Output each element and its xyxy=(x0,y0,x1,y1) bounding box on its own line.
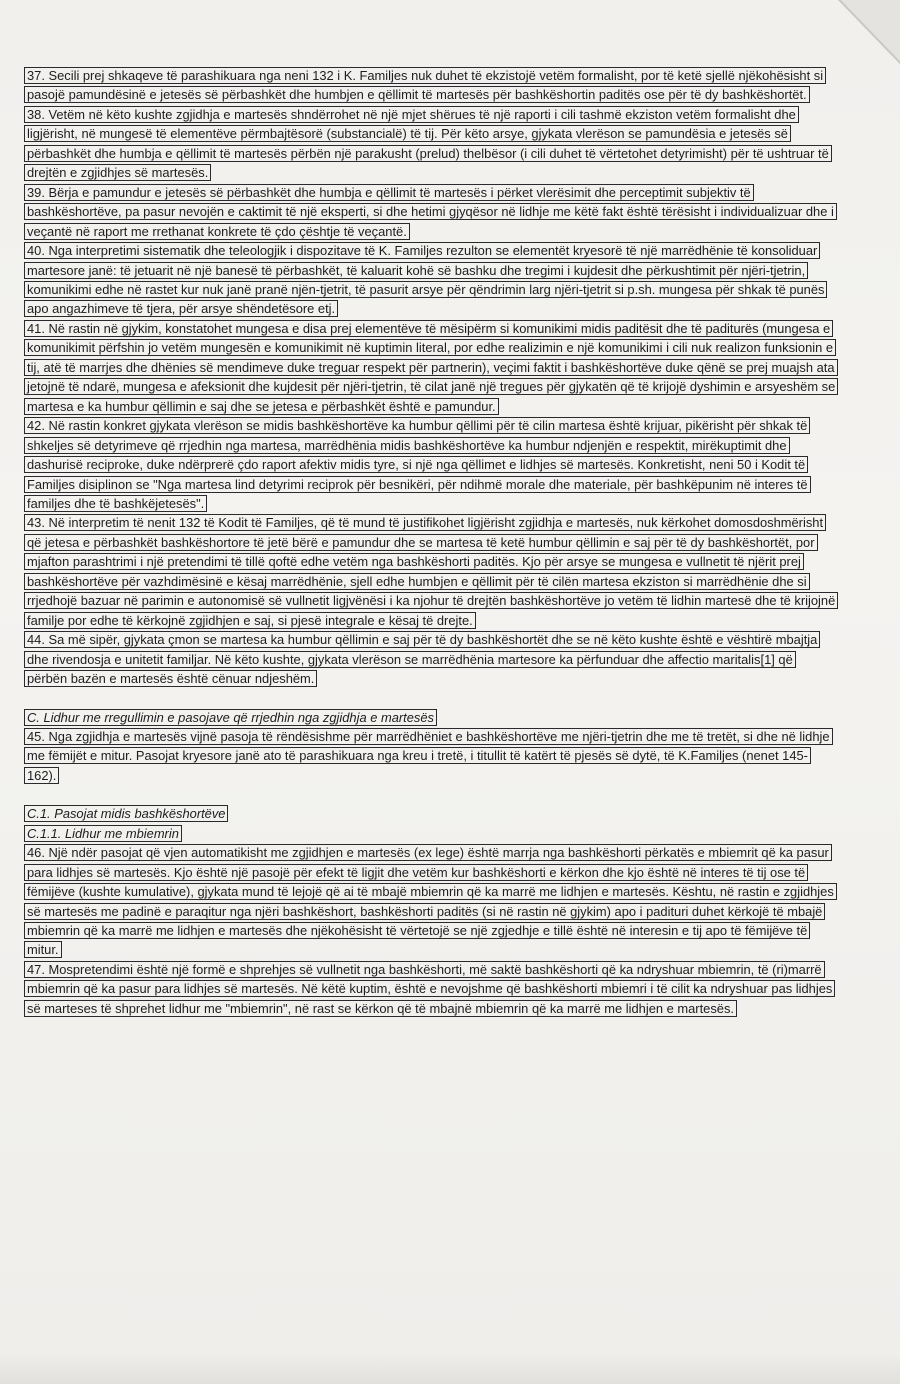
paragraph-42 xyxy=(24,416,836,513)
paragraph-45 xyxy=(24,727,836,785)
paragraph-45-text: 45. Nga zgjidhja e martesës vijnë pasoja të rëndësishme për marrëdhëniet e bashkëshortëve me njëri-tjetrin dhe me të tretët, si dhe në lidhje me fëmijët e mitur. Pasojat kryesore janë ato të parashikuara nga kreu i tretë, i titullit të katërt të pjesës së dytë, të K.Familjes (nenet 145-162). xyxy=(24,728,833,784)
document-body xyxy=(24,66,836,1018)
paragraph-38-text: 38. Vetëm në këto kushte zgjidhja e martesës shndërrohet në një mjet shërues të një raporti i cili tashmë ekziston vetëm formalisht dhe ligjërisht, në mungesë të elementëve përmbajtësorë (substancialë) të tij. Për këto arsye, gjykata vlerëson se pamundësia e jetesës së përbashkët dhe humbja e qëllimit të martesës përbën një parakusht (prelud) thelbësor (i cili duhet të vërtetohet detyrimisht) për të ushtruar të drejtën e zgjidhjes së martesës. xyxy=(24,106,832,181)
paragraph-41 xyxy=(24,319,836,416)
section-heading-c11 xyxy=(24,824,836,843)
section-heading-c1 xyxy=(24,804,836,823)
section-heading-c xyxy=(24,708,836,727)
spacer xyxy=(24,689,836,708)
paragraph-40 xyxy=(24,241,836,319)
paragraph-43 xyxy=(24,513,836,630)
paragraph-40-text: 40. Nga interpretimi sistematik dhe teleologjik i dispozitave të K. Familjes rezulton se elementët kryesorë të një marrëdhënie të konsoliduar martesore janë: të jetuarit në një banesë të përbashkët, të kaluarit kohë së bashku dhe tregimi i kujdesit dhe përkushtimit për njëri-tjetrin, komunikimi edhe në rastet kur nuk janë pranë njën-tjetrit, të pasurit arsye për qëndrimin larg njëri-tjetrit si p.sh. mungesa për shkak të punës apo angazhimeve të tjera, për arsye shëndetësore etj. xyxy=(24,242,827,317)
paragraph-42-text: 42. Në rastin konkret gjykata vlerëson se midis bashkëshortëve ka humbur qëllimi për të cilin martesa është krijuar, pikërisht për shkak të shkeljes së detyrimeve që rrjedhin nga martesa, marrëdhënia midis bashkëshortëve ka humbur ndjenjën e respektit, mirëkuptimit dhe dashurisë reciproke, duke ndërprerë çdo raport afektiv midis tyre, si një nga qëllimet e lidhjes së martesës. Konkretisht, neni 50 i Kodit të Familjes disiplinon se "Nga martesa lind detyrimi reciprok për besnikëri, për ndihmë morale dhe materiale, për bashkëpunim në interes të familjes dhe të bashkëjetesës". xyxy=(24,417,811,512)
paragraph-37 xyxy=(24,66,836,105)
section-heading-c11-text: C.1.1. Lidhur me mbiemrin xyxy=(24,825,182,842)
section-heading-c-text: C. Lidhur me rregullimin e pasojave që rrjedhin nga zgjidhja e martesës xyxy=(24,709,437,726)
spacer xyxy=(24,785,836,804)
paragraph-46-text: 46. Një ndër pasojat që vjen automatikisht me zgjidhjen e martesës (ex lege) është marrja nga bashkëshorti përkatës e mbiemrit që ka pasur para lidhjes së martesës. Kjo është një pasojë për efekt të ligjit dhe vetëm kur bashkëshorti e kërkon dhe kjo është në interes të tij ose të fëmijëve (kushte kumulative), gjykata mund të lejojë që ai të mbajë mbiemrin që ka marrë me lidhjen e martesës. Kështu, në rastin e zgjidhjes së martesës me padinë e paraqitur nga njëri bashkëshort, bashkëshorti paditës (si në rastin në gjykim) apo i padituri duhet kërkojë të mbajë mbiemrin që ka marrë me lidhjen e martesës dhe njëkohësisht të vërtetojë se një zgjedhje e tillë është në interesin e tij apo të fëmijëve të mitur. xyxy=(24,844,837,958)
paragraph-44 xyxy=(24,630,836,688)
paragraph-47 xyxy=(24,960,836,1018)
paragraph-44-text: 44. Sa më sipër, gjykata çmon se martesa ka humbur qëllimin e saj për të dy bashkëshortët dhe se në këto kushte është e vështirë mbajtja dhe rivendosja e unitetit familjar. Në këto kushte, gjykata vlerëson se marrëdhënia martesore ka përfunduar dhe affectio maritalis[1] që përbën bazën e martesës është cënuar ndjeshëm. xyxy=(24,631,820,687)
paragraph-38 xyxy=(24,105,836,183)
paragraph-43-text: 43. Në interpretim të nenit 132 të Kodit të Familjes, që të mund të justifikohet ligjërisht zgjidhja e martesës, nuk kërkohet domosdoshmërisht që jetesa e përbashkët bashkëshortore të jetë bërë e pamundur dhe se martesa të ketë humbur qëllimin e saj për të dy bashkëshortët, por mjafton parashtrimi i një pretendimi të tillë qoftë edhe vetëm nga bashkëshorti paditës. Kjo për arsye se mungesa e vullnetit të njërit prej bashkëshortëve për vazhdimësinë e kësaj marrëdhënie, sjell edhe humbjen e qëllimit për të cilën martesa ekziston si marrëdhënie dhe si rrjedhojë bazuar në parimin e autonomisë së vullnetit ligjvënësi i ka njohur të drejtën bashkëshortëve jo vetëm të lidhin martesë dhe të krijojnë familje por edhe të kërkojnë zgjidhjen e saj, si pjesë integrale e kësaj të drejte. xyxy=(24,514,838,628)
page-bottom-shadow xyxy=(0,1352,900,1384)
paragraph-39 xyxy=(24,183,836,241)
section-heading-c1-text: C.1. Pasojat midis bashkëshortëve xyxy=(24,805,228,822)
paragraph-47-text: 47. Mospretendimi është një formë e shprehjes së vullnetit nga bashkëshorti, më saktë bashkëshorti që ka ndryshuar mbiemrin, të (ri)marrë mbiemrin që ka pasur para lidhjes së martesës. Në këtë kuptim, është e nevojshme që bashkëshorti mbiemri i të cilit ka ndryshuar pas lidhjes së marteses të shprehet lidhur me "mbiemrin", në rast se kërkon që të mbajnë mbiemrin që ka marrë me lidhjen e martesës. xyxy=(24,961,835,1017)
paragraph-39-text: 39. Bërja e pamundur e jetesës së përbashkët dhe humbja e qëllimit të martesës i përket vlerësimit dhe perceptimit subjektiv të bashkëshortëve, pa pasur nevojën e caktimit të një eksperti, si dhe hetimi gjyqësor në lidhje me këtë fakt është tërësisht i individualizuar dhe i veçantë në raport me rrethanat konkrete të çdo çështje të veçantë. xyxy=(24,184,837,240)
paragraph-46 xyxy=(24,843,836,960)
paragraph-37-text: 37. Secili prej shkaqeve të parashikuara nga neni 132 i K. Familjes nuk duhet të ekzistojë vetëm formalisht, por të ketë sjellë njëkohësisht si pasojë pamundësinë e jetesës së përbashkët dhe humbjen e qëllimit të martesës për bashkëshortin paditës ose për të dy bashkëshortët. xyxy=(24,67,826,103)
paragraph-41-text: 41. Në rastin në gjykim, konstatohet mungesa e disa prej elementëve të mësipërm si komunikimi midis paditësit dhe të paditurës (mungesa e komunikimit përfshin jo vetëm mungesën e komunikimit në kuptimin literal, por edhe realizimin e një komunikimi i cili nuk realizon funksionin e tij, atë të marrjes dhe dhënies së mendimeve duke treguar respekt për partnerin), veçimi faktit i bashkëshortëve duke qënë se prej muajsh ata jetojnë të ndarë, mungesa e afeksionit dhe kujdesit për njëri-tjetrin, të cilat janë një tregues për gjykatën që të krijojë dyshimin e arsyeshëm se martesa e ka humbur qëllimin e saj dhe se jetesa e përbashkët është e pamundur. xyxy=(24,320,838,415)
